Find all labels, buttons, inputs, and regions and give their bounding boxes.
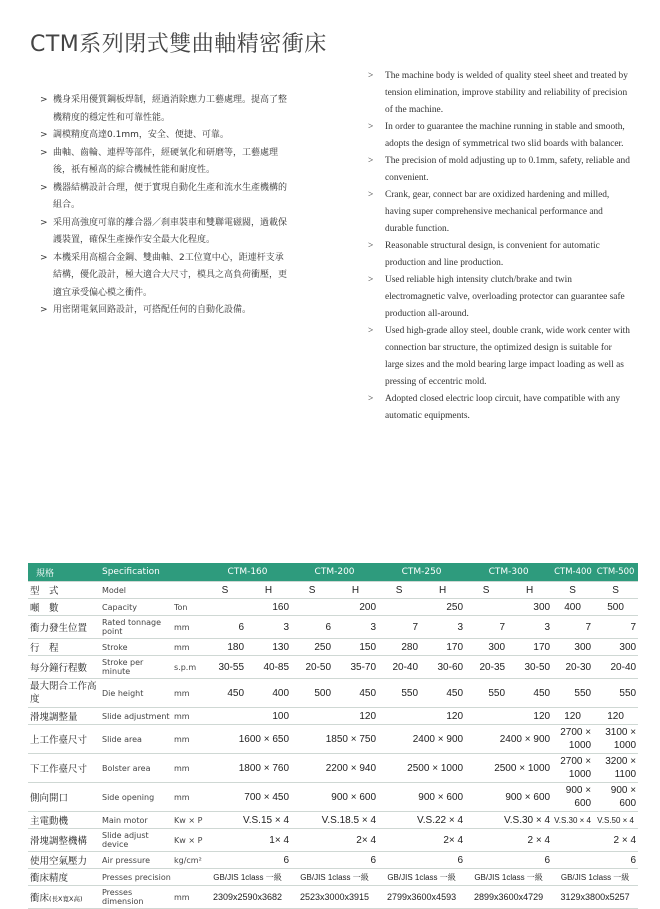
cell-value: 1850 × 750	[291, 725, 378, 754]
table-row-type	[28, 582, 638, 599]
row-label-zh: 下工作臺尺寸	[28, 754, 100, 783]
chinese-feature-item	[40, 302, 290, 320]
cell-value: 7	[593, 616, 638, 639]
cell-value: 3100 × 1000	[593, 725, 638, 754]
english-feature-item	[368, 153, 630, 187]
cell-value: V.S.50 × 4	[593, 812, 638, 829]
bullet-marker: >	[40, 147, 48, 158]
cell-value: 400	[552, 599, 593, 616]
row-label-en: Stroke per minute	[100, 656, 172, 679]
cell-value: S	[291, 582, 333, 599]
table-row-die-height	[28, 679, 638, 708]
chinese-feature-item	[40, 215, 290, 250]
bullet-marker: >	[368, 326, 374, 336]
cell-value: 2309x2590x3682	[204, 886, 291, 909]
cell-value: 30-60	[420, 656, 465, 679]
row-unit: Kw × P	[172, 829, 204, 852]
cell-value: S	[552, 582, 593, 599]
cell-value: 900 × 600	[378, 783, 465, 812]
row-label-en: Presses dimension	[100, 886, 172, 909]
cell-value: 2500 × 1000	[378, 754, 465, 783]
bullet-marker: >	[368, 394, 374, 404]
feature-text: In order to guarantee the machine running in stable and smooth, adopts the design of symmetrical two slid boards with balancer.	[385, 122, 625, 149]
cell-value: 900 × 600	[291, 783, 378, 812]
table-row-slide-adjust-device	[28, 829, 638, 852]
cell-value: 900 × 600	[465, 783, 552, 812]
row-unit: mm	[172, 679, 204, 708]
cell-value: GB/JIS 1class 一級	[378, 869, 465, 886]
cell-value: 170	[420, 639, 465, 656]
cell-value: 1600 × 650	[204, 725, 291, 754]
row-unit: Ton	[172, 599, 204, 616]
cell-value: 2× 4	[378, 829, 465, 852]
header-model: CTM-200	[291, 563, 378, 582]
row-label-zh: 衝力發生位置	[28, 616, 100, 639]
chinese-feature-item	[40, 127, 290, 145]
feature-text: The precision of mold adjusting up to 0.1mm, safety, reliable and convenient.	[385, 156, 630, 183]
bullet-marker: >	[40, 95, 48, 105]
chinese-feature-item	[40, 250, 290, 303]
row-label-zh: 噸 數	[28, 599, 100, 616]
row-unit: mm	[172, 616, 204, 639]
cell-value: 2899x3600x4729	[465, 886, 552, 909]
cell-value: 500	[593, 599, 638, 616]
row-label-zh: 型 式	[28, 582, 100, 599]
cell-value: GB/JIS 1class 一級	[204, 869, 291, 886]
cell-value: 6	[291, 852, 378, 869]
english-feature-item	[368, 238, 630, 272]
table-row-bolster-area	[28, 754, 638, 783]
table-row-rated	[28, 616, 638, 639]
english-feature-item	[368, 391, 630, 425]
cell-value: H	[246, 582, 291, 599]
cell-value: 300	[465, 639, 507, 656]
cell-value: 3200 × 1100	[593, 754, 638, 783]
row-label-en: Main motor	[100, 812, 172, 829]
feature-text: 曲軸、齒輪、連桿等部件，經硬氧化和研磨等，工藝處理後，祇有極高的綜合機械性能和耐度性。	[53, 147, 279, 175]
cell-value: 6	[378, 852, 465, 869]
cell-value: 120	[552, 708, 593, 725]
row-label-en: Slide area	[100, 725, 172, 754]
cell-value: 160	[204, 599, 291, 616]
cell-value: 2700 × 1000	[552, 725, 593, 754]
feature-text: 機器結構設計合理，便于實現自動化生產和流水生產機構的組合。	[53, 182, 288, 210]
table-row-slide-area	[28, 725, 638, 754]
specification-table	[28, 563, 638, 909]
table-header-row	[28, 563, 638, 582]
feature-text: Used high-grade alloy steel, double crank, wide work center with connection bar structure, the optimized design is suitable for large sizes and the mold bearing large impact loading as well as pressing of eccentric mold.	[385, 326, 630, 387]
cell-value: 550	[593, 679, 638, 708]
row-label-zh: 側向開口	[28, 783, 100, 812]
bullet-marker: >	[368, 275, 374, 285]
page-title: CTM系列閉式雙曲軸精密衝床	[30, 31, 327, 57]
row-label-en: Air pressure	[100, 852, 172, 869]
table-row-stroke	[28, 639, 638, 656]
table-row-air-pressure	[28, 852, 638, 869]
row-label-zh: 衝床精度	[28, 869, 100, 886]
header-spec-en: Specification	[100, 563, 204, 582]
cell-value: 2200 × 940	[291, 754, 378, 783]
row-label-zh: 使用空氣壓力	[28, 852, 100, 869]
bullet-marker: >	[40, 130, 48, 140]
dimension-sublabel: (長X寬X高)	[49, 895, 83, 903]
cell-value: 550	[378, 679, 420, 708]
cell-value: 700 × 450	[204, 783, 291, 812]
row-label-en: Bolster area	[100, 754, 172, 783]
cell-value: V.S.30 × 4	[465, 812, 552, 829]
cell-value: 120	[378, 708, 465, 725]
cell-value: 20-50	[291, 656, 333, 679]
row-unit: kg/cm²	[172, 852, 204, 869]
cell-value: 400	[246, 679, 291, 708]
cell-value: 20-35	[465, 656, 507, 679]
cell-value: 2523x3000x3915	[291, 886, 378, 909]
cell-value: 35-70	[333, 656, 378, 679]
cell-value: 2 × 4	[465, 829, 552, 852]
table-row-side-opening	[28, 783, 638, 812]
cell-value: S	[204, 582, 246, 599]
row-label-zh: 上工作臺尺寸	[28, 725, 100, 754]
bullet-marker: >	[368, 122, 374, 132]
feature-text: Adopted closed electric loop circuit, have compatible with any automatic equipments.	[385, 394, 621, 421]
cell-value: S	[465, 582, 507, 599]
feature-text: 調模精度高達0.1mm，安全、便捷、可靠。	[53, 130, 229, 140]
cell-value: 2400 × 900	[378, 725, 465, 754]
cell-value: H	[333, 582, 378, 599]
cell-value: 100	[204, 708, 291, 725]
cell-value: 7	[465, 616, 507, 639]
feature-text: 用密閉電氣回路設計，可搭配任何的自動化設備。	[53, 305, 252, 315]
cell-value: 2 × 4	[552, 829, 638, 852]
cell-value: 300	[552, 639, 593, 656]
row-label-zh: 行 程	[28, 639, 100, 656]
feature-text: 采用高強度可靠的離合器／刹車裝車和雙聯電磁閥，過載保護裝置，確保生產操作安全最大化程度。	[53, 217, 288, 245]
header-model: CTM-250	[378, 563, 465, 582]
cell-value: 300	[593, 639, 638, 656]
feature-text: The machine body is welded of quality steel sheet and treated by tension elimination, improve stability and reliability of precision of the machine.	[385, 71, 628, 115]
cell-value: 120	[465, 708, 552, 725]
row-label-en: Model	[100, 582, 204, 599]
cell-value: H	[507, 582, 552, 599]
chinese-feature-item	[40, 145, 290, 180]
cell-value: 1× 4	[204, 829, 291, 852]
cell-value: 20-30	[552, 656, 593, 679]
cell-value: H	[420, 582, 465, 599]
cell-value: 3	[246, 616, 291, 639]
english-feature-item	[368, 119, 630, 153]
cell-value: 1800 × 760	[204, 754, 291, 783]
header-model: CTM-160	[204, 563, 291, 582]
cell-value: 6	[204, 852, 291, 869]
cell-value: 450	[333, 679, 378, 708]
cell-value: GB/JIS 1class 一級	[465, 869, 552, 886]
row-label-en: Presses precision	[100, 869, 204, 886]
header-spec-zh: 規格	[28, 563, 100, 582]
cell-value: 450	[204, 679, 246, 708]
bullet-marker: >	[368, 71, 374, 81]
row-label-zh: 主電動機	[28, 812, 100, 829]
bullet-marker: >	[40, 305, 48, 315]
row-label-zh: 滑塊調整量	[28, 708, 100, 725]
cell-value: 2799x3600x4593	[378, 886, 465, 909]
cell-value: 130	[246, 639, 291, 656]
row-label-zh: 每分鐘行程數	[28, 656, 100, 679]
cell-value: 450	[420, 679, 465, 708]
cell-value: 30-50	[507, 656, 552, 679]
row-label-en: Rated tonnage point	[100, 616, 172, 639]
feature-text: Reasonable structural design, is convenient for automatic production and line production.	[385, 241, 600, 268]
row-unit: Kw × P	[172, 812, 204, 829]
cell-value: 7	[552, 616, 593, 639]
row-unit: mm	[172, 783, 204, 812]
cell-value: GB/JIS 1class 一級	[291, 869, 378, 886]
english-feature-item	[368, 68, 630, 119]
cell-value: 6	[204, 616, 246, 639]
chinese-feature-item	[40, 92, 290, 127]
chinese-feature-list	[40, 92, 290, 320]
cell-value: V.S.30 × 4	[552, 812, 593, 829]
cell-value: 500	[291, 679, 333, 708]
cell-value: 2700 × 1000	[552, 754, 593, 783]
cell-value: 300	[465, 599, 552, 616]
cell-value: 3	[507, 616, 552, 639]
cell-value: V.S.22 × 4	[378, 812, 465, 829]
table-row-slide-adjustment	[28, 708, 638, 725]
row-label-zh	[28, 886, 100, 909]
row-unit: mm	[172, 725, 204, 754]
header-model: CTM-400	[552, 563, 593, 582]
row-label-en: Capacity	[100, 599, 172, 616]
cell-value: 200	[291, 599, 378, 616]
cell-value: 900 × 600	[552, 783, 593, 812]
english-feature-item	[368, 272, 630, 323]
row-label-en: Side opening	[100, 783, 172, 812]
table-row-spm	[28, 656, 638, 679]
row-label-en: Die height	[100, 679, 172, 708]
feature-text: 機身采用優質鋼板焊制，經過消除應力工藝處理。提高了整機精度的穩定性和可靠性能。	[53, 95, 288, 123]
row-label-zh: 最大閉合工作高度	[28, 679, 100, 708]
cell-value: 550	[552, 679, 593, 708]
cell-value: 170	[507, 639, 552, 656]
header-model: CTM-300	[465, 563, 552, 582]
dimension-label: 衝床	[30, 893, 50, 904]
row-unit: mm	[172, 754, 204, 783]
row-label-zh: 滑塊調整機構	[28, 829, 100, 852]
cell-value: 150	[333, 639, 378, 656]
cell-value: 3	[420, 616, 465, 639]
feature-text: 本機采用高檔合金鋼、雙曲軸、2工位寬中心，距連杆支承結構，優化設計，極大適合大尺寸，模具之高負荷衝壓，更適宜承受偏心模之衝件。	[53, 252, 288, 298]
cell-value: 250	[378, 599, 465, 616]
cell-value: 7	[378, 616, 420, 639]
english-feature-item	[368, 323, 630, 391]
cell-value: 6	[291, 616, 333, 639]
cell-value: 2× 4	[291, 829, 378, 852]
cell-value: GB/JIS 1class 一級	[552, 869, 638, 886]
row-unit: mm	[172, 886, 204, 909]
cell-value: V.S.15 × 4	[204, 812, 291, 829]
header-model: CTM-500	[593, 563, 638, 582]
cell-value: 180	[204, 639, 246, 656]
cell-value: 40-85	[246, 656, 291, 679]
bullet-marker: >	[40, 217, 48, 228]
cell-value: 280	[378, 639, 420, 656]
row-label-en: Slide adjustment	[100, 708, 172, 725]
row-unit: mm	[172, 708, 204, 725]
cell-value: 30-55	[204, 656, 246, 679]
row-label-en: Stroke	[100, 639, 172, 656]
table-row-dimension	[28, 886, 638, 909]
cell-value: 550	[465, 679, 507, 708]
cell-value: S	[378, 582, 420, 599]
bullet-marker: >	[40, 252, 48, 263]
bullet-marker: >	[368, 241, 374, 251]
bullet-marker: >	[40, 182, 48, 193]
english-feature-list	[368, 68, 630, 425]
cell-value: S	[593, 582, 638, 599]
cell-value: 120	[291, 708, 378, 725]
cell-value: 20-40	[378, 656, 420, 679]
cell-value: 6	[465, 852, 552, 869]
cell-value: 900 × 600	[593, 783, 638, 812]
cell-value: 6	[552, 852, 638, 869]
table-row-main-motor	[28, 812, 638, 829]
cell-value: 20-40	[593, 656, 638, 679]
row-label-en: Slide adjust device	[100, 829, 172, 852]
cell-value: 2400 × 900	[465, 725, 552, 754]
cell-value: 250	[291, 639, 333, 656]
cell-value: 3	[333, 616, 378, 639]
feature-text: Used reliable high intensity clutch/brake and twin electromagnetic valve, overloading protector can guarantee safe production all-around.	[385, 275, 625, 319]
bullet-marker: >	[368, 156, 374, 166]
cell-value: 450	[507, 679, 552, 708]
row-unit: mm	[172, 639, 204, 656]
feature-text: Crank, gear, connect bar are oxidized hardening and milled, having super comprehensive mechanical performance and durable function.	[385, 190, 610, 234]
cell-value: V.S.18.5 × 4	[291, 812, 378, 829]
table-row-precision	[28, 869, 638, 886]
chinese-feature-item	[40, 180, 290, 215]
english-feature-item	[368, 187, 630, 238]
bullet-marker: >	[368, 190, 374, 200]
row-unit: s.p.m	[172, 656, 204, 679]
cell-value: 2500 × 1000	[465, 754, 552, 783]
cell-value: 120	[593, 708, 638, 725]
table-row-capacity	[28, 599, 638, 616]
cell-value: 3129x3800x5257	[552, 886, 638, 909]
